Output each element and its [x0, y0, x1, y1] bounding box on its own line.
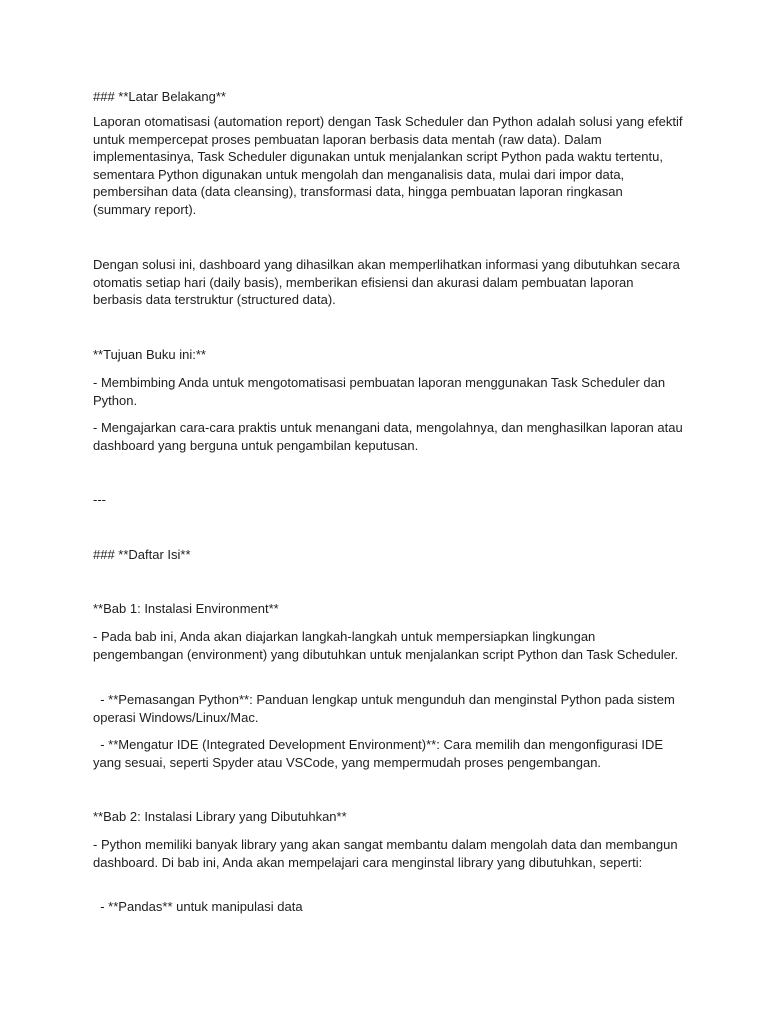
heading-latar-belakang: ### **Latar Belakang**: [93, 89, 226, 104]
list-item-bab-1-python: - **Pemasangan Python**: Panduan lengkap untuk mengunduh dan menginstal Python pada sistem operasi Windows/Linux/Mac.: [93, 692, 679, 725]
heading-tujuan-buku: **Tujuan Buku ini:**: [93, 347, 206, 362]
heading-daftar-isi: ### **Daftar Isi**: [93, 547, 191, 562]
heading-bab-1: **Bab 1: Instalasi Environment**: [93, 601, 279, 616]
separator-line: ---: [93, 492, 106, 507]
list-item-tujuan-2: - Mengajarkan cara-cara praktis untuk menangani data, mengolahnya, dan menghasilkan laporan atau dashboard yang berguna untuk pengambilan keputusan.: [93, 420, 683, 453]
heading-bab-2: **Bab 2: Instalasi Library yang Dibutuhkan**: [93, 809, 347, 824]
list-item-bab-2-pandas: - **Pandas** untuk manipulasi data: [93, 899, 303, 914]
paragraph-latar-1: Laporan otomatisasi (automation report) dengan Task Scheduler dan Python adalah solusi yang efektif untuk mempercepat proses pembuatan laporan berbasis data mentah (raw data). Dalam implementasinya, Task Scheduler digunakan untuk menjalankan script Python pada waktu tertentu, sementara Python digunakan untuk mengolah dan menganalisis data, mulai dari impor data, pembersihan data (data cleansing), transformasi data, hingga pembuatan laporan ringkasan (summary report).: [93, 114, 683, 217]
list-item-bab-1-ide: - **Mengatur IDE (Integrated Development Environment)**: Cara memilih dan mengonfigurasi IDE yang sesuai, seperti Spyder atau VSCode, yang mempermudah proses pengembangan.: [93, 737, 667, 770]
paragraph-latar-2: Dengan solusi ini, dashboard yang dihasilkan akan memperlihatkan informasi yang dibutuhkan secara otomatis setiap hari (daily basis), memberikan efisiensi dan akurasi dalam pembuatan laporan berbasis data terstruktur (structured data).: [93, 257, 680, 307]
paragraph-bab-2-intro: - Python memiliki banyak library yang akan sangat membantu dalam mengolah data dan membangun dashboard. Di bab ini, Anda akan mempelajari cara menginstal library yang dibutuhkan, seperti:: [93, 837, 678, 870]
list-item-tujuan-1: - Membimbing Anda untuk mengotomatisasi pembuatan laporan menggunakan Task Scheduler dan Python.: [93, 375, 666, 408]
paragraph-bab-1-intro: - Pada bab ini, Anda akan diajarkan langkah-langkah untuk mempersiapkan lingkungan pengembangan (environment) yang dibutuhkan untuk menjalankan script Python dan Task Scheduler.: [93, 629, 679, 662]
